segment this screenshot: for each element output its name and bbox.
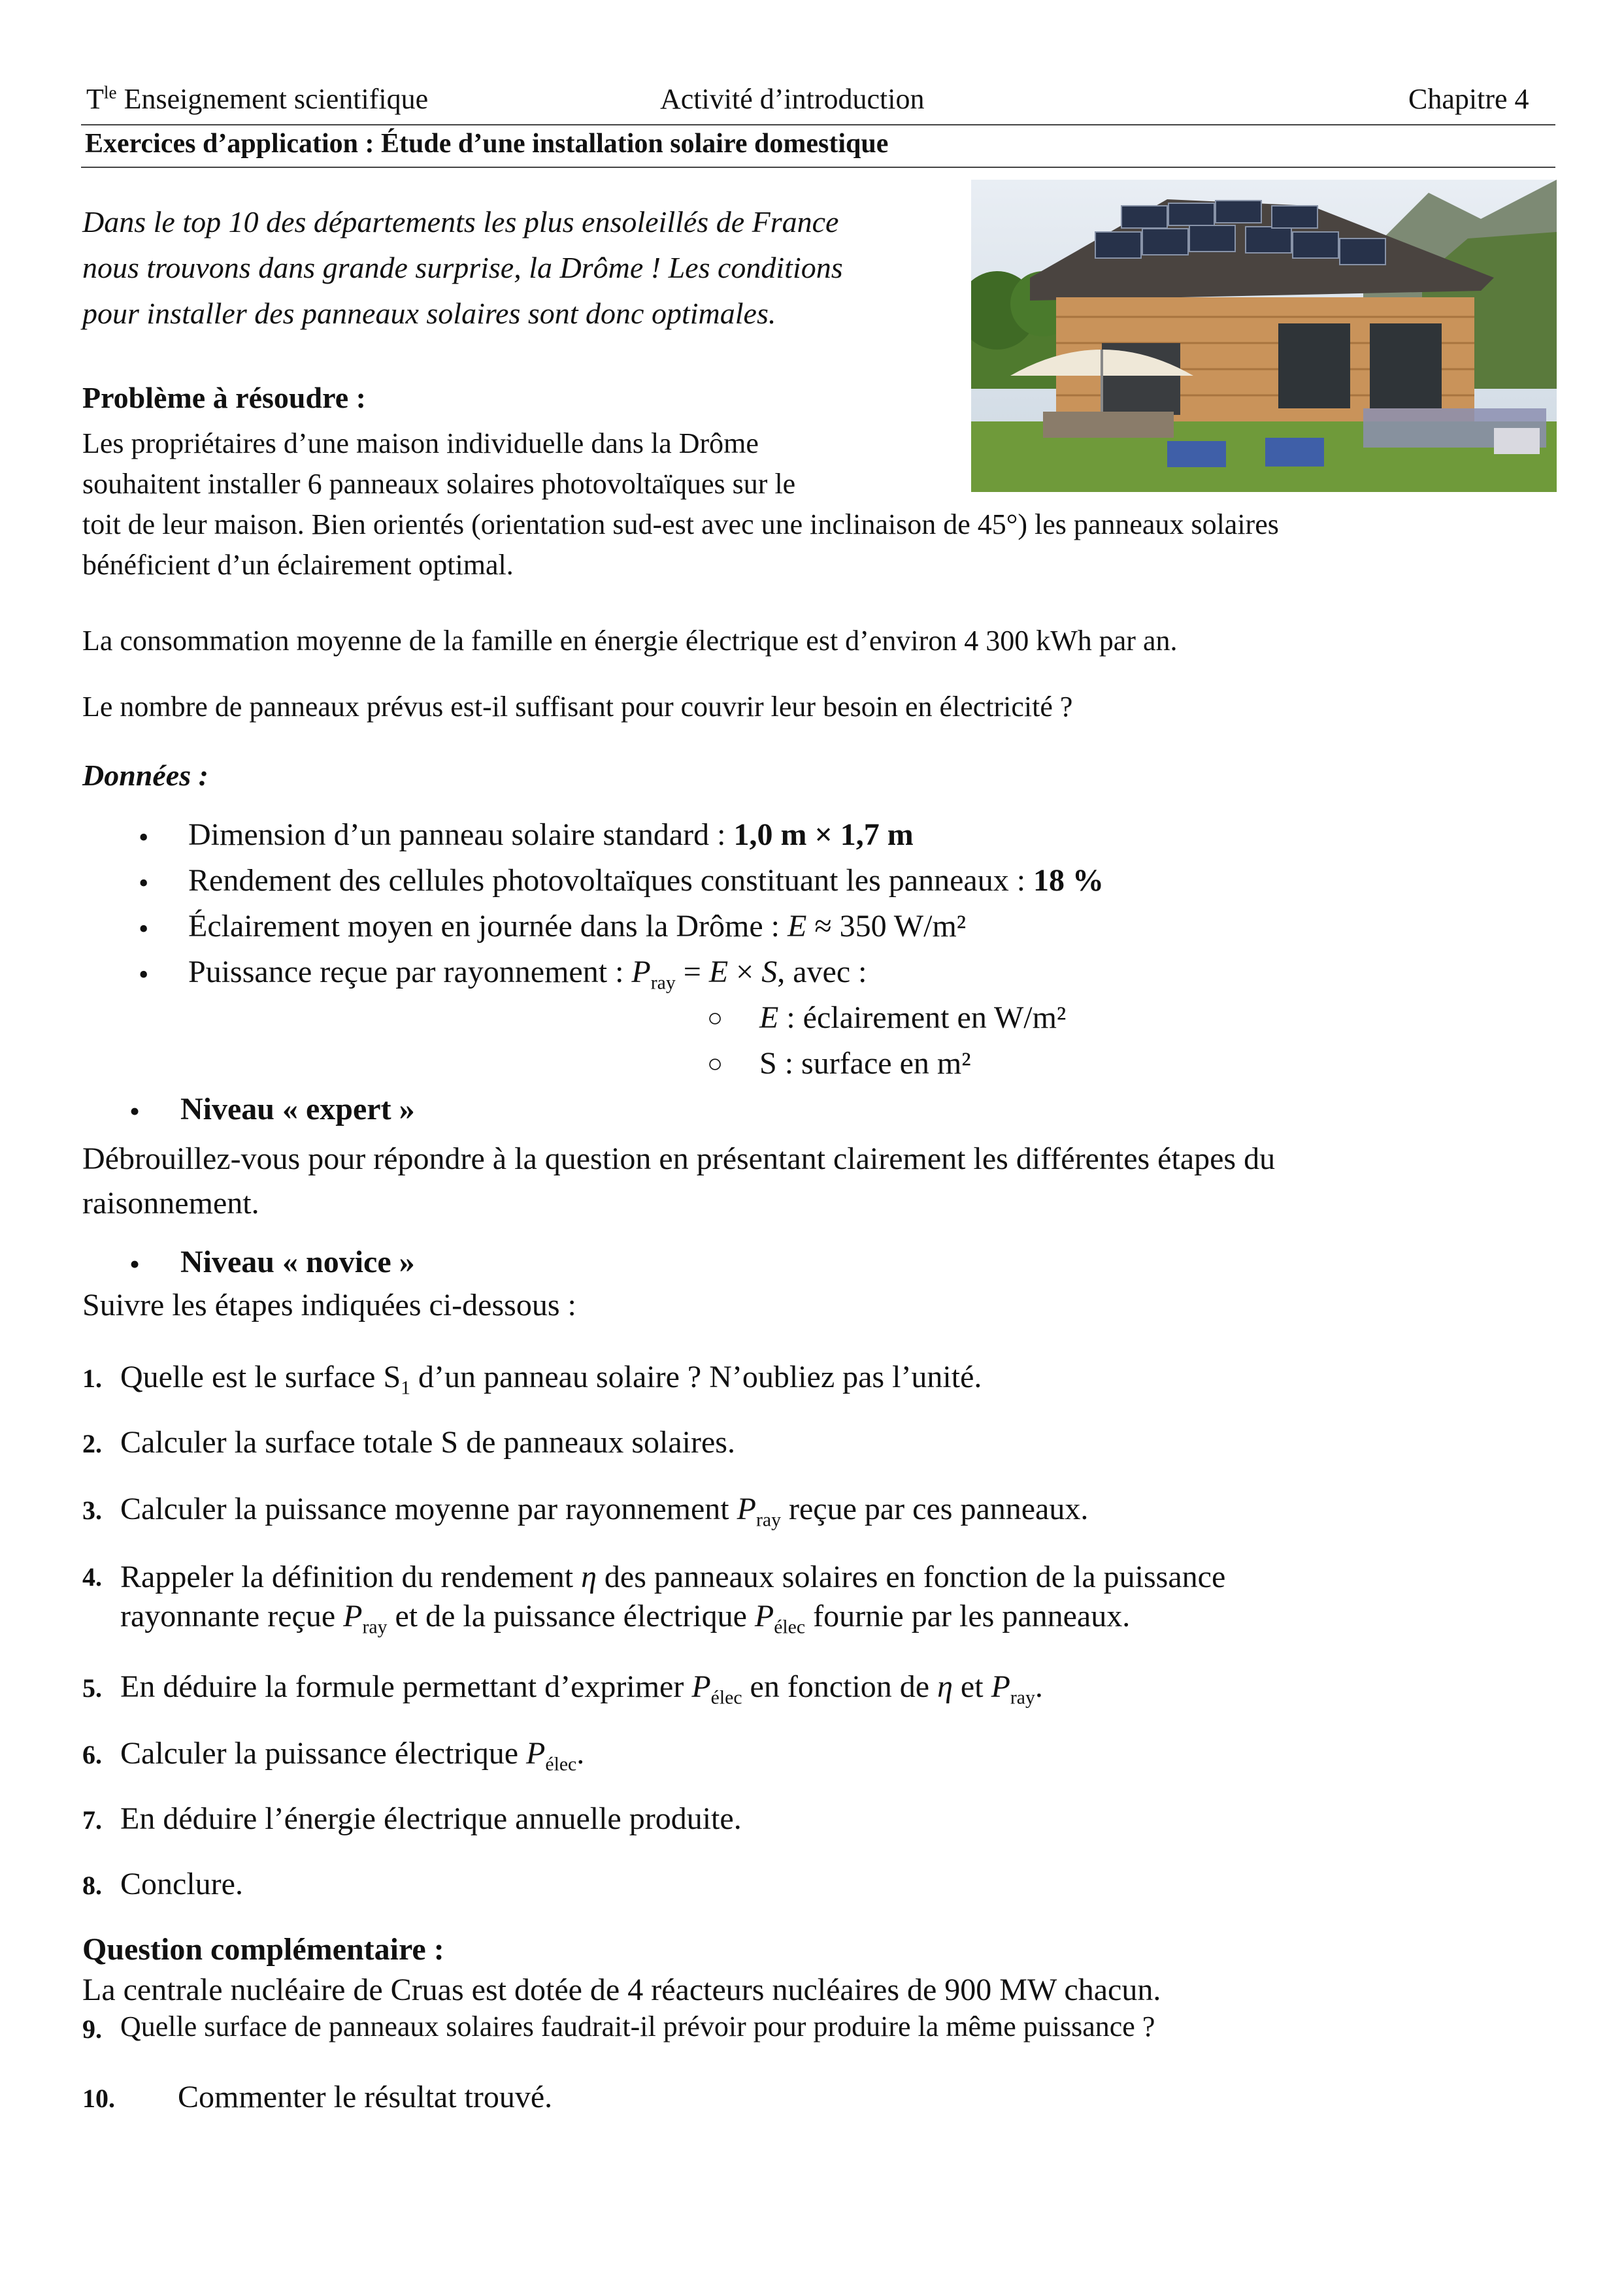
problem-line: bénéficient d’un éclairement optimal.: [82, 549, 514, 581]
step-1: Quelle est le surface $S_1$ d’un panneau solaire ? N’oubliez pas l’unité.: [120, 1360, 982, 1399]
data-title: Données :: [82, 759, 208, 792]
step-2: Calculer la surface totale S de panneaux solaires.: [120, 1425, 735, 1460]
bullet-icon: •: [129, 1094, 141, 1128]
problem-line: souhaitent installer 6 panneaux solaires photovoltaïques sur le: [82, 468, 796, 500]
step-7: En déduire l’énergie électrique annuelle produite.: [120, 1801, 742, 1836]
problem-line: toit de leur maison. Bien orientés (orientation sud-est avec une inclinaison de 45°) les panneaux solaires: [82, 508, 1279, 540]
data-subitem-e: E : éclairement en W/m²: [759, 1000, 1067, 1035]
bullet-icon: •: [129, 1247, 141, 1281]
section-title: Exercices d’application : Étude d’une installation solaire domestique: [85, 129, 889, 159]
step-4: Rappeler la définition du rendement η des panneaux solaires en fonction de la puissance rayonnante reçue $P_{ray}$ et de la puissance électrique $P_{élec}$ fournie par les panneaux.: [120, 1560, 1226, 1638]
data-item-illumination: Éclairement moyen en journée dans la Drôme : E ≈ 350 W/m²: [188, 909, 967, 943]
step-number: 7.: [82, 1805, 102, 1835]
header-left: $T^{le}$ Enseignement scientifique: [86, 82, 429, 115]
data-item-power: Puissance reçue par rayonnement : $P_{ray} = E \times S$, avec :: [188, 955, 867, 994]
step-6: Calculer la puissance électrique $P_{élec}$.: [120, 1736, 585, 1775]
step-8: Conclure.: [120, 1867, 243, 1901]
step-number: 1.: [82, 1364, 102, 1393]
problem-line: Les propriétaires d’une maison individuelle dans la Drôme: [82, 427, 759, 459]
bullet-icon: •: [139, 867, 149, 899]
expert-text: [82, 1137, 1553, 1226]
step-number: 3.: [82, 1496, 102, 1525]
novice-title: Niveau « novice »: [180, 1245, 415, 1279]
problem-question: Le nombre de panneaux prévus est-il suffisant pour couvrir leur besoin en électricité ?: [82, 691, 1073, 723]
step-number: 9.: [82, 2014, 102, 2044]
problem-title: Problème à résoudre :: [82, 381, 366, 414]
expert-line: raisonnement.: [82, 1186, 259, 1221]
question-9: Quelle surface de panneaux solaires faudrait-il prévoir pour produire la même puissance ?: [120, 2010, 1155, 2042]
step-5: En déduire la formule permettant d’exprimer $P_{élec}$ en fonction de η et $P_{ray}$.: [120, 1669, 1043, 1709]
circle-bullet-icon: ○: [707, 1003, 723, 1032]
problem-text: [82, 423, 1553, 585]
intro-line: nous trouvons dans grande surprise, la Drôme ! Les conditions: [82, 251, 843, 284]
intro-line: Dans le top 10 des départements les plus ensoleillés de France: [82, 205, 839, 238]
section-rule: [81, 167, 1555, 168]
step-3: Calculer la puissance moyenne par rayonnement $P_{ray}$ reçue par ces panneaux.: [120, 1492, 1089, 1531]
consumption-text: La consommation moyenne de la famille en énergie électrique est d’environ 4 300 kWh par an.: [82, 625, 1178, 657]
step-number: 2.: [82, 1429, 102, 1458]
header-right: Chapitre 4: [1408, 83, 1529, 115]
data-item-yield: Rendement des cellules photovoltaïques constituant les panneaux : 18 %: [188, 863, 1104, 898]
question-10: Commenter le résultat trouvé.: [178, 2080, 553, 2114]
step-number: 10.: [82, 2084, 115, 2113]
complement-title: Question complémentaire :: [82, 1932, 444, 1967]
bullet-icon: •: [139, 913, 149, 945]
intro-line: pour installer des panneaux solaires sont donc optimales.: [82, 297, 776, 330]
header-rule: [81, 124, 1555, 125]
expert-line: Débrouillez-vous pour répondre à la question en présentant clairement les différentes étapes du: [82, 1141, 1276, 1176]
bullet-icon: •: [139, 821, 149, 853]
circle-bullet-icon: ○: [707, 1049, 723, 1078]
intro-text: [82, 199, 958, 336]
expert-title: Niveau « expert »: [180, 1092, 415, 1126]
data-item-dimension: Dimension d’un panneau solaire standard : 1,0 m × 1,7 m: [188, 817, 914, 852]
novice-intro: Suivre les étapes indiquées ci-dessous :: [82, 1288, 576, 1322]
step-number: 8.: [82, 1871, 102, 1900]
data-subitem-s: S : surface en m²: [759, 1046, 971, 1081]
complement-text: La centrale nucléaire de Cruas est dotée de 4 réacteurs nucléaires de 900 MW chacun.: [82, 1973, 1161, 2007]
step-number: 4.: [82, 1562, 102, 1592]
header-center: Activité d’introduction: [660, 83, 925, 115]
step-number: 5.: [82, 1673, 102, 1703]
step-number: 6.: [82, 1740, 102, 1769]
bullet-icon: •: [139, 959, 149, 991]
